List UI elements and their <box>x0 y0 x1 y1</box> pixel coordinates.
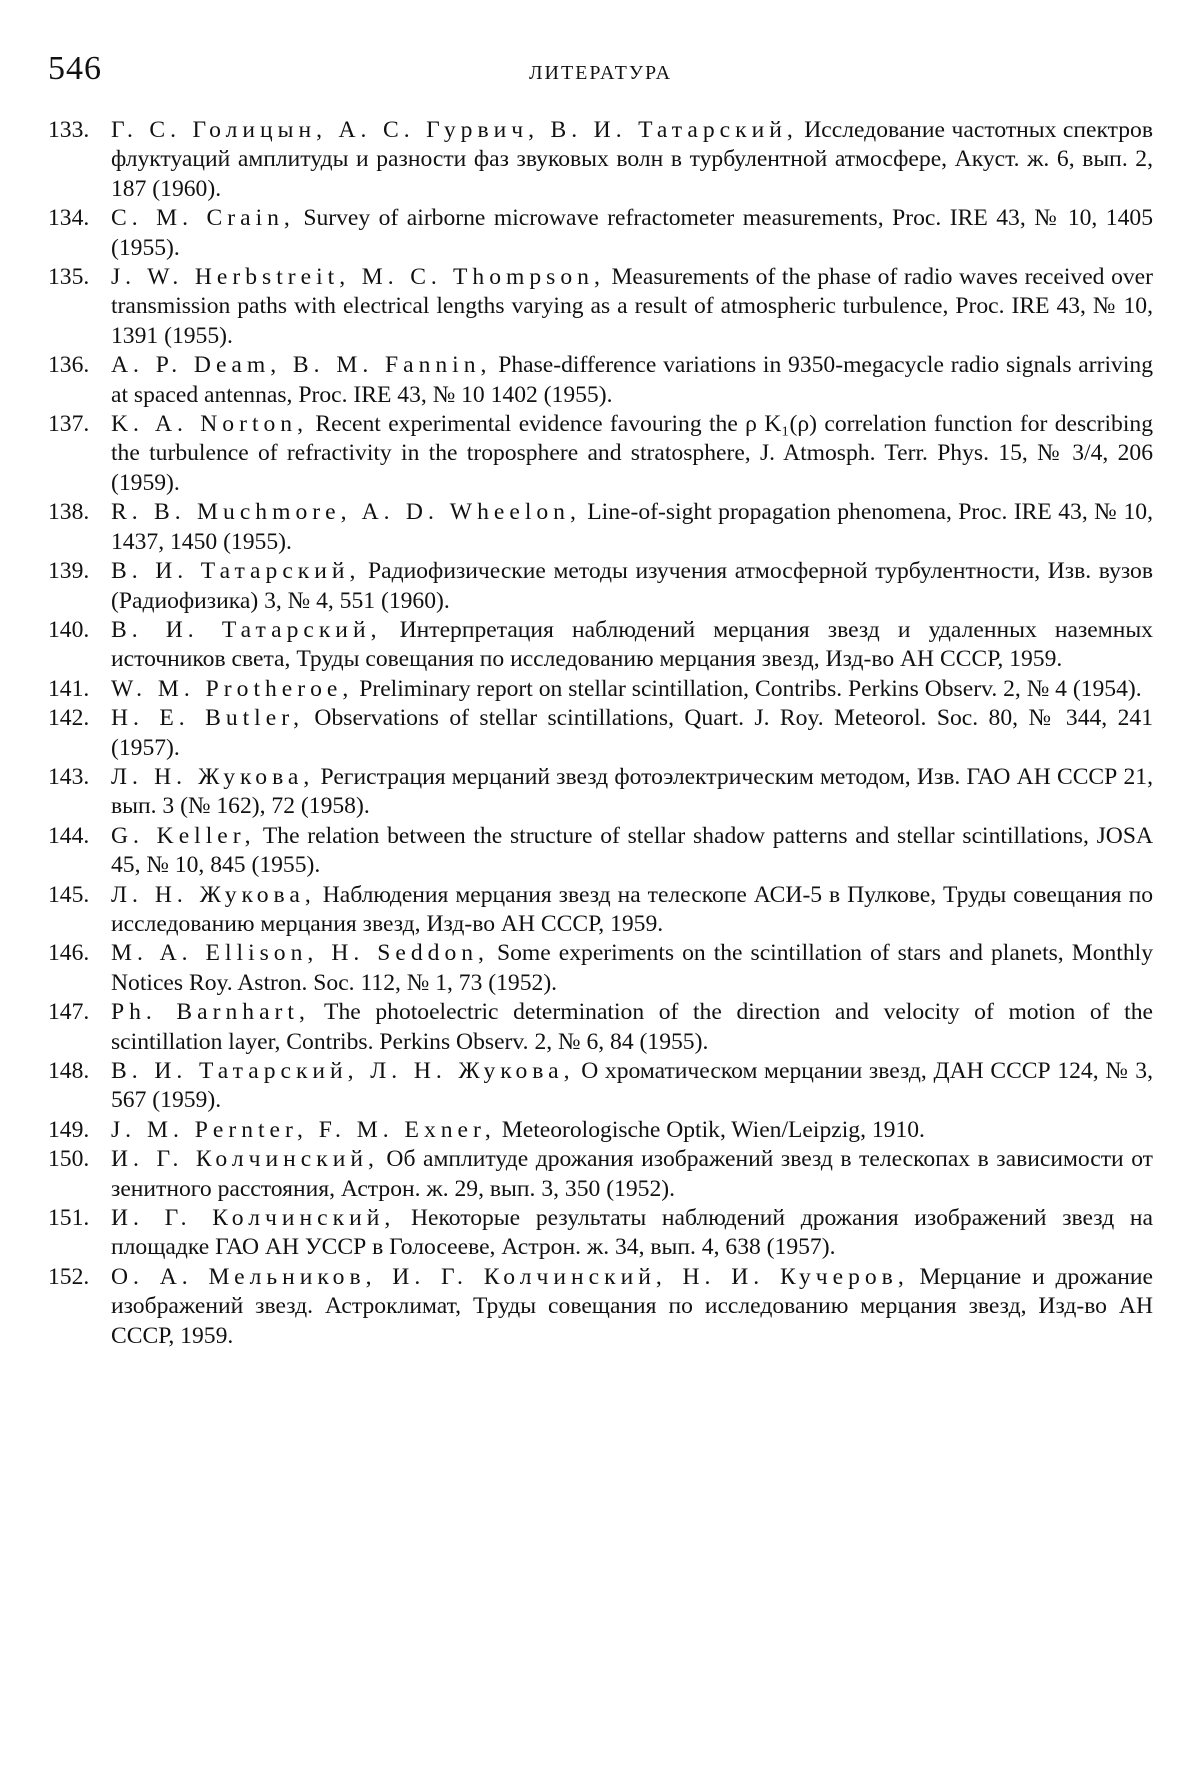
reference-number: 133. <box>48 117 90 143</box>
reference-text: Phase-difference variations in 9350-megacycle radio signals arriving at spaced antennas, Proc. IRE 43, № 10 1402 (1955). <box>111 352 1153 408</box>
reference-number: 136. <box>48 352 90 379</box>
reference-number: 140. <box>48 616 90 643</box>
reference-authors: G. Keller, <box>111 822 256 849</box>
reference-authors: H. E. Butler, <box>111 705 305 732</box>
reference-number: 137. <box>48 411 90 438</box>
reference-authors: В. И. Татарский, Л. Н. Жукова, <box>111 1058 575 1084</box>
reference-item <box>48 939 1153 998</box>
reference-number: 134. <box>48 205 90 232</box>
reference-item <box>48 410 1153 498</box>
reference-item <box>48 1116 1153 1145</box>
reference-authors: Л. Н. Жукова, <box>111 763 315 790</box>
reference-authors: W. M. Protheroe, <box>111 675 354 702</box>
page <box>48 50 1153 1351</box>
reference-number: 148. <box>48 1058 90 1084</box>
reference-text: Some experiments on the scintillation of stars and planets, Monthly Notices Roy. Astron. Soc. 112, № 1, 73 (1952). <box>111 940 1154 996</box>
reference-item <box>48 1145 1153 1204</box>
reference-number: 149. <box>48 1116 90 1143</box>
reference-authors: J. M. Pernter, F. M. Exner, <box>111 1116 496 1143</box>
reference-item <box>48 351 1153 410</box>
reference-text: The photoelectric determination of the direction and velocity of motion of the scintillation layer, Contribs. Perkins Observ. 2, № 6, 84 (1955). <box>111 999 1153 1055</box>
reference-text: Measurements of the phase of radio waves received over transmission paths with electrical lengths varying as a result of atmospheric turbulence, Proc. IRE 43, № 10, 1391 (1955). <box>111 264 1153 349</box>
reference-item <box>48 998 1153 1057</box>
reference-authors: K. A. Norton, <box>111 411 309 438</box>
reference-text: The relation between the structure of stellar shadow patterns and stellar scintillations, JOSA 45, № 10, 845 (1955). <box>111 822 1153 879</box>
reference-list <box>48 116 1153 1351</box>
reference-number: 135. <box>48 264 90 291</box>
reference-text: Некоторые результаты наблюдений дрожания изображений звезд на площадке ГАО АН УССР в Голосееве, Астрон. ж. 34, вып. 4, 638 (1957). <box>111 1205 1154 1261</box>
reference-item <box>48 1204 1153 1263</box>
reference-authors: В. И. Татарский, <box>111 616 382 643</box>
reference-text: Наблюдения мерцания звезд на телескопе АСИ-5 в Пулкове, Труды совещания по исследованию мерцания звезд, Изд-во АН СССР, 1959. <box>111 881 1153 937</box>
reference-number: 138. <box>48 499 90 526</box>
reference-text: Интерпретация наблюдений мерцания звезд и удаленных наземных источников света, Труды совещания по исследованию мерцания звезд, Изд-во АН СССР, 1959. <box>111 616 1153 673</box>
reference-authors: M. A. Ellison, H. Seddon, <box>111 940 489 967</box>
reference-text: Survey of airborne microwave refractometer measurements, Proc. IRE 43, № 10, 1405 (1955). <box>111 205 1153 261</box>
reference-item <box>48 263 1153 351</box>
reference-number: 146. <box>48 940 90 967</box>
reference-authors: О. А. Мельников, И. Г. Колчинский, Н. И. Кучеров, <box>111 1263 909 1290</box>
reference-number: 143. <box>48 763 90 790</box>
reference-number: 144. <box>48 822 90 849</box>
running-head: ЛИТЕРАТУРА <box>528 62 673 84</box>
reference-authors: R. B. Muchmore, A. D. Wheelon, <box>111 499 581 526</box>
reference-number: 147. <box>48 999 90 1026</box>
reference-item <box>48 822 1153 881</box>
page-number: 546 <box>48 50 102 87</box>
reference-item <box>48 1057 1153 1116</box>
reference-authors: В. И. Татарский, <box>111 558 361 585</box>
reference-item <box>48 204 1153 263</box>
reference-text: Meteorologische Optik, Wien/Leipzig, 1910. <box>495 1116 925 1143</box>
reference-text: О хроматическом мерцании звезд, ДАН СССР 124, № 3, 567 (1959). <box>111 1058 1153 1114</box>
reference-item <box>48 557 1153 616</box>
reference-text: Line-of-sight propagation phenomena, Proc. IRE 43, № 10, 1437, 1450 (1955). <box>111 499 1154 555</box>
reference-text: Регистрация мерцаний звезд фотоэлектрическим методом, Изв. ГАО АН СССР 21, вып. 3 (№ 162), 72 (1958). <box>111 763 1153 820</box>
reference-text: Об амплитуде дрожания изображений звезд в телескопах в зависимости от зенитного расстояния, Астрон. ж. 29, вып. 3, 350 (1952). <box>111 1146 1153 1202</box>
reference-authors: Л. Н. Жукова, <box>111 881 316 908</box>
reference-item <box>48 616 1153 675</box>
reference-item <box>48 498 1153 557</box>
reference-authors: C. M. Crain, <box>111 205 295 232</box>
reference-number: 150. <box>48 1146 90 1173</box>
reference-number: 152. <box>48 1263 90 1290</box>
page-header <box>48 50 1153 110</box>
reference-text: Мерцание и дрожание изображений звезд. Астроклимат, Труды совещания по исследованию мерцания звезд, Изд-во АН СССР, 1959. <box>111 1263 1154 1349</box>
reference-text: Observations of stellar scintillations, Quart. J. Roy. Meteorol. Soc. 80, № 344, 241 (1957). <box>111 705 1153 761</box>
reference-number: 141. <box>48 675 90 702</box>
reference-number: 151. <box>48 1205 90 1232</box>
reference-item <box>48 1263 1153 1351</box>
reference-item <box>48 881 1153 940</box>
reference-item <box>48 675 1153 704</box>
reference-authors: A. P. Deam, B. M. Fannin, <box>111 352 492 379</box>
reference-text: Preliminary report on stellar scintillation, Contribs. Perkins Observ. 2, № 4 (1954). <box>353 675 1142 702</box>
reference-number: 142. <box>48 705 90 732</box>
reference-text: Recent experimental evidence favouring the ρ K₁(ρ) correlation function for describing the turbulence of refractivity in the troposphere and stratosphere, J. Atmosph. Terr. Phys. 15, № 3/4, 206 (1959). <box>111 411 1154 496</box>
reference-authors: Ph. Barnhart, <box>111 999 310 1026</box>
reference-item <box>48 763 1153 822</box>
reference-number: 139. <box>48 558 90 585</box>
reference-authors: J. W. Herbstreit, M. C. Thompson, <box>111 264 605 291</box>
reference-authors: И. Г. Колчинский, <box>111 1205 396 1232</box>
reference-item <box>48 704 1153 763</box>
reference-number: 145. <box>48 881 90 908</box>
reference-authors: Г. С. Голицын, А. С. Гурвич, В. И. Татарский, <box>111 117 798 143</box>
reference-text: Исследование частотных спектров флуктуаций амплитуды и разности фаз звуковых волн в турбулентной атмосфере, Акуст. ж. 6, вып. 2, 187 (1960). <box>111 117 1153 202</box>
reference-authors: И. Г. Колчинский, <box>111 1146 379 1173</box>
reference-text: Радиофизические методы изучения атмосферной турбулентности, Изв. вузов (Радиофизика) 3, № 4, 551 (1960). <box>111 558 1153 614</box>
reference-item <box>48 116 1153 204</box>
